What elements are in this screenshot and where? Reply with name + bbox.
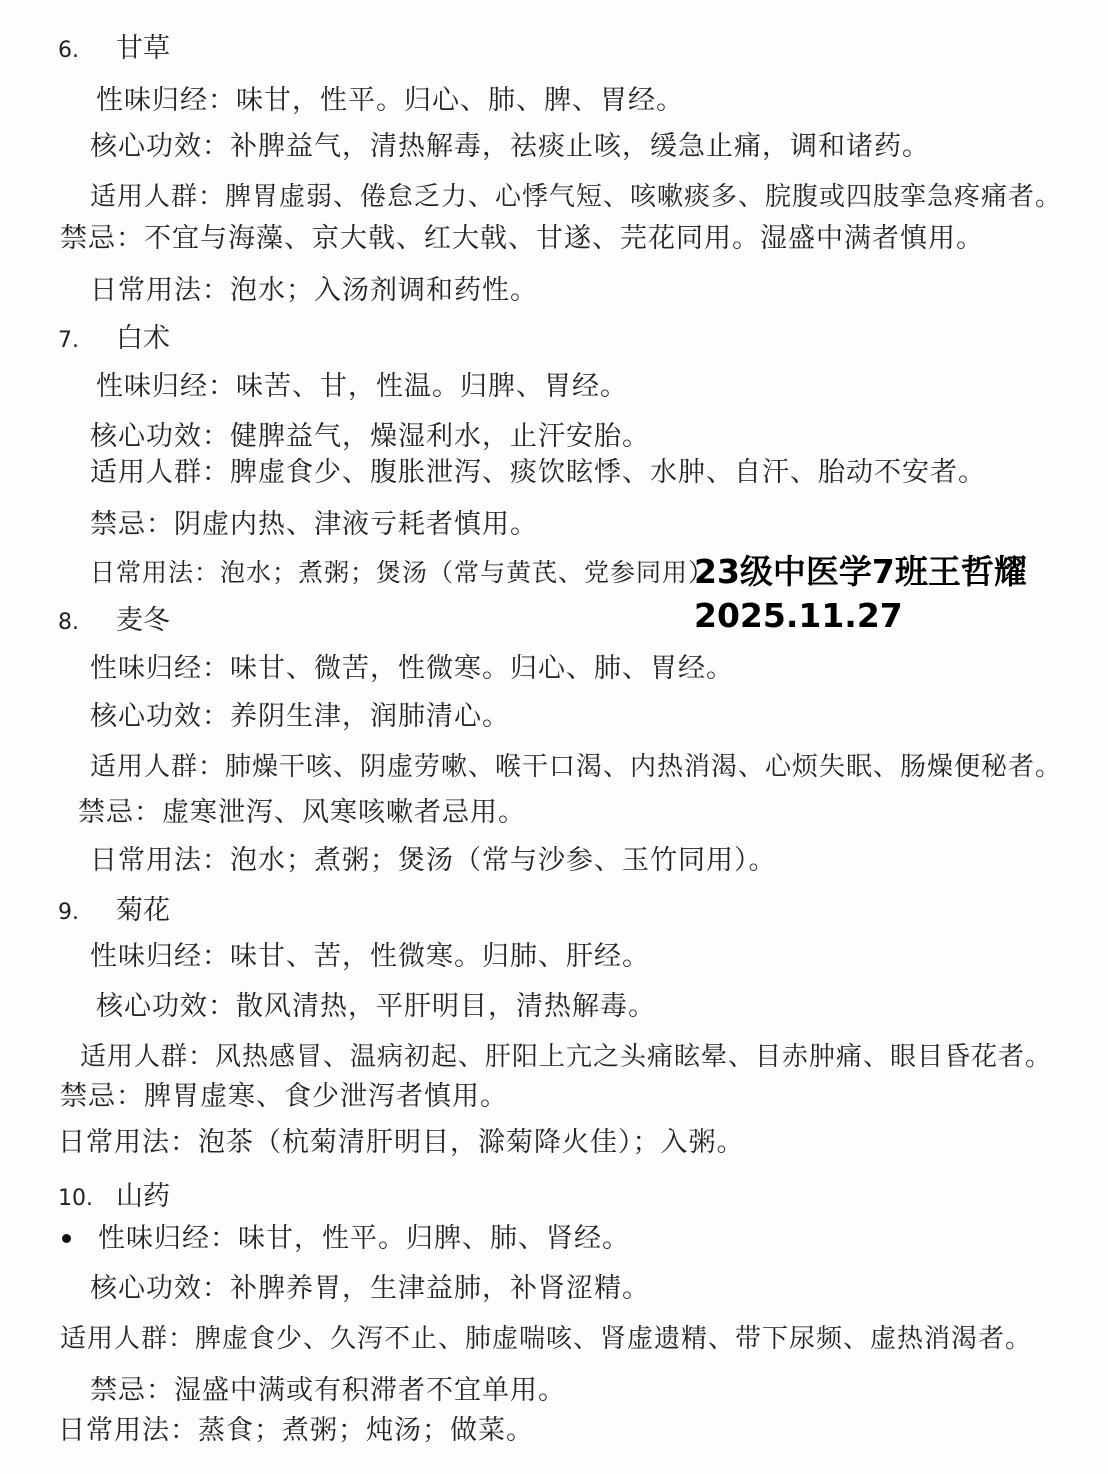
- section-10-line-5: 日常用法：蒸食；煮粥；炖汤；做菜。: [58, 1415, 534, 1446]
- section-number: 7.: [58, 328, 79, 353]
- section-7-line-5: 日常用法：泡水；煮粥；煲汤（常与黄芪、党参同用）: [90, 558, 715, 587]
- herb-name: 麦冬: [116, 605, 170, 636]
- section-6-line-5: 日常用法：泡水；入汤剂调和药性。: [90, 275, 538, 306]
- herb-name: 甘草: [116, 33, 170, 64]
- section-9-heading: [58, 894, 170, 930]
- section-9-line-4: 禁忌：脾胃虚寒、食少泄泻者慎用。: [60, 1081, 508, 1112]
- section-6-heading: [58, 32, 170, 68]
- section-8-heading: [58, 604, 170, 640]
- author-date-stamp: [694, 550, 1027, 638]
- section-6-line-3: 适用人群：脾胃虚弱、倦怠乏力、心悸气短、咳嗽痰多、脘腹或四肢挛急疼痛者。: [90, 182, 1063, 212]
- section-8-line-5: 日常用法：泡水；煮粥；煲汤（常与沙参、玉竹同用）。: [90, 845, 777, 876]
- section-9-line-3: 适用人群：风热感冒、温病初起、肝阳上亢之头痛眩晕、目赤肿痛、眼目昏花者。: [80, 1042, 1053, 1072]
- section-9-line-2: 核心功效：散风清热，平肝明目，清热解毒。: [96, 991, 656, 1022]
- section-9-line-1: 性味归经：味甘、苦，性微寒。归肺、肝经。: [90, 941, 650, 972]
- herb-name: 山药: [116, 1181, 170, 1212]
- section-number: 9.: [58, 900, 79, 925]
- section-6-line-2: 核心功效：补脾益气，清热解毒，祛痰止咳，缓急止痛，调和诸药。: [90, 131, 930, 162]
- section-8-line-1: 性味归经：味甘、微苦，性微寒。归心、肺、胃经。: [90, 653, 734, 684]
- herb-name: 菊花: [116, 895, 170, 926]
- section-10-line-2: 核心功效：补脾养胃，生津益肺，补肾涩精。: [90, 1273, 650, 1304]
- section-10-heading: [58, 1180, 170, 1216]
- section-10-line-1: 性味归经：味甘，性平。归脾、肺、肾经。: [98, 1223, 630, 1254]
- section-7-line-1: 性味归经：味苦、甘，性温。归脾、胃经。: [96, 371, 628, 402]
- section-7-line-2: 核心功效：健脾益气，燥湿利水，止汗安胎。: [90, 421, 650, 452]
- section-number: 6.: [58, 38, 79, 63]
- section-7-line-3: 适用人群：脾虚食少、腹胀泄泻、痰饮眩悸、水肿、自汗、胎动不安者。: [90, 457, 986, 488]
- section-9-line-5: 日常用法：泡茶（杭菊清肝明目，滁菊降火佳）；入粥。: [58, 1127, 745, 1158]
- herb-name: 白术: [116, 323, 170, 354]
- author-label: 23级中医学7班王哲耀: [694, 552, 1027, 591]
- section-number: 10.: [58, 1186, 93, 1211]
- section-number: 8.: [58, 610, 79, 635]
- section-7-heading: [58, 322, 170, 358]
- section-8-line-3: 适用人群：肺燥干咳、阴虚劳嗽、喉干口渴、内热消渴、心烦失眠、肠燥便秘者。: [90, 752, 1063, 782]
- date-label: 2025.11.27: [694, 596, 903, 635]
- section-7-line-4: 禁忌：阴虚内热、津液亏耗者慎用。: [90, 509, 538, 540]
- bullet-dot: [62, 1234, 71, 1243]
- section-8-line-4: 禁忌：虚寒泄泻、风寒咳嗽者忌用。: [78, 797, 526, 828]
- section-6-line-4: 禁忌：不宜与海藻、京大戟、红大戟、甘遂、芫花同用。湿盛中满者慎用。: [60, 223, 984, 254]
- section-8-line-2: 核心功效：养阴生津，润肺清心。: [90, 701, 510, 732]
- section-10-line-4: 禁忌：湿盛中满或有积滞者不宜单用。: [90, 1375, 566, 1406]
- section-6-line-1: 性味归经：味甘，性平。归心、肺、脾、胃经。: [96, 85, 684, 116]
- section-10-line-3: 适用人群：脾虚食少、久泻不止、肺虚喘咳、肾虚遗精、带下尿频、虚热消渴者。: [60, 1324, 1033, 1354]
